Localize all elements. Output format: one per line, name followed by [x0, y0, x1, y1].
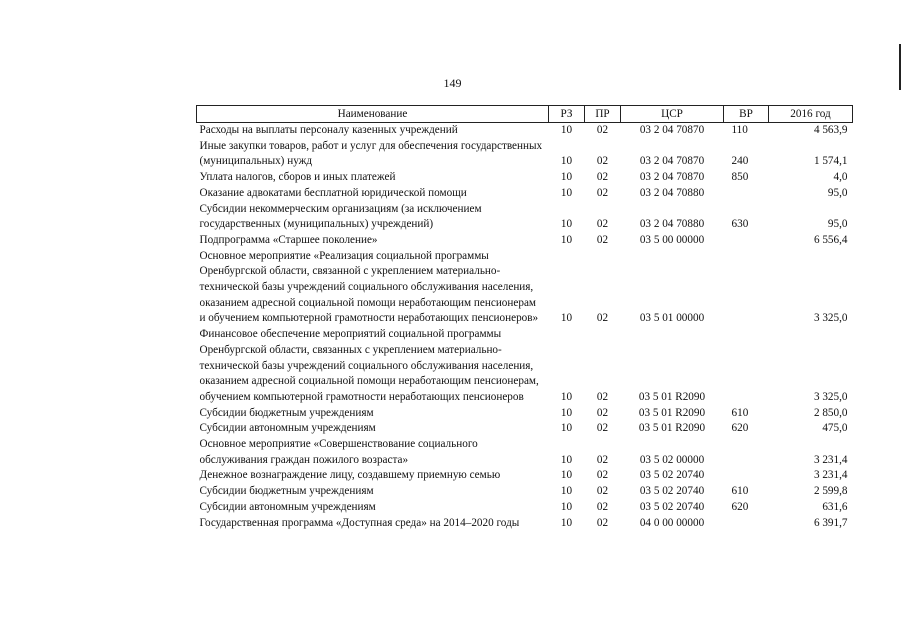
row-pr-cell: 02 [596, 516, 609, 529]
table-row [197, 249, 853, 328]
scan-edge-mark [899, 44, 901, 90]
row-vr-cell: 610 [731, 485, 749, 498]
row-csr-cell: 03 5 01 R2090 [638, 406, 706, 419]
row-pr-cell: 02 [596, 422, 609, 435]
table-row [197, 516, 853, 532]
row-rz-cell: 10 [560, 500, 573, 513]
row-name-cell: Денежное вознаграждение лицу, создавшему приемную семью [199, 469, 501, 482]
row-vr-cell: 240 [731, 155, 749, 168]
row-amount-cell: 2 599,8 [813, 485, 848, 498]
row-name-cell: Субсидии бюджетным учреждениям [199, 485, 374, 498]
row-name-cell: Субсидии автономным учреждениям [199, 422, 376, 435]
row-csr-cell: 03 5 02 20740 [639, 469, 705, 482]
budget-table [196, 105, 853, 531]
row-pr-cell: 02 [596, 171, 609, 184]
row-vr-cell: 110 [731, 124, 748, 136]
row-amount-cell: 3 231,4 [813, 453, 848, 466]
row-amount-cell: 3 231,4 [813, 469, 848, 482]
row-csr-cell: 03 2 04 70880 [639, 218, 705, 231]
row-amount-cell: 631,6 [822, 500, 848, 513]
page-number: 149 [443, 76, 462, 90]
row-vr-cell [724, 233, 769, 249]
row-vr-cell: 610 [731, 406, 749, 419]
row-name-cell: Основное мероприятие «Реализация социальной программы Оренбургской области, связанной с укреплением материально-технической базы учреждений социального обслуживания населения, оказанием адресной социальной помощи неработающим пенсионерам и обучением компьютерной грамотности неработающих пенсионеров» [199, 249, 539, 325]
row-csr-cell: 04 0 00 00000 [639, 516, 705, 529]
row-csr-cell: 03 5 02 20740 [639, 485, 705, 498]
row-rz-cell: 10 [560, 312, 573, 325]
row-rz-cell: 10 [560, 516, 573, 529]
row-csr-cell: 03 2 04 70870 [639, 171, 705, 184]
row-name-cell: Оказание адвокатами бесплатной юридической помощи [199, 186, 467, 199]
row-rz-cell: 10 [560, 233, 573, 246]
row-name-cell: Основное мероприятие «Совершенствование социального обслуживания граждан пожилого возраста» [199, 438, 478, 466]
row-amount-cell: 3 325,0 [813, 312, 848, 325]
row-name-cell: Субсидии автономным учреждениям [199, 500, 376, 513]
row-pr-cell: 02 [596, 186, 609, 199]
row-pr-cell: 02 [596, 485, 609, 498]
table-row [197, 468, 853, 484]
row-name-cell: Расходы на выплаты персоналу казенных учреждений [199, 124, 458, 136]
row-csr-cell: 03 5 02 20740 [639, 500, 705, 513]
header-name: Наименование [197, 106, 549, 123]
row-pr-cell: 02 [596, 233, 609, 246]
row-pr-cell: 02 [596, 469, 609, 482]
row-pr-cell: 02 [596, 218, 609, 231]
row-csr-cell: 03 2 04 70870 [639, 155, 705, 168]
table-row [197, 170, 853, 186]
row-pr-cell: 02 [596, 390, 609, 403]
row-csr-cell: 03 5 00 00000 [639, 233, 705, 246]
row-vr-cell [724, 327, 769, 406]
row-amount-cell: 2 850,0 [813, 406, 848, 419]
row-name-cell: Подпрограмма «Старшее поколение» [199, 233, 378, 246]
table-row [197, 406, 853, 422]
row-name-cell: Иные закупки товаров, работ и услуг для обеспечения государственных (муниципальных) нужд [199, 139, 543, 168]
row-rz-cell: 10 [560, 390, 573, 403]
header-rz: РЗ [549, 106, 585, 123]
row-amount-cell: 3 325,0 [813, 390, 848, 403]
table-row [197, 233, 853, 249]
row-pr-cell: 02 [596, 124, 609, 136]
row-name-cell: Государственная программа «Доступная среда» на 2014–2020 годы [199, 516, 520, 529]
row-csr-cell: 03 5 01 R2090 [638, 422, 706, 435]
row-csr-cell: 03 2 04 70870 [639, 124, 705, 136]
row-csr-cell: 03 5 01 00000 [639, 312, 705, 325]
row-vr-cell [724, 249, 769, 328]
table-row [197, 186, 853, 202]
row-vr-cell [724, 516, 769, 532]
row-csr-cell: 03 2 04 70880 [639, 186, 705, 199]
row-csr-cell: 03 5 02 00000 [639, 453, 705, 466]
table-body [197, 123, 853, 532]
row-amount-cell: 1 574,1 [813, 155, 848, 168]
table-row [197, 500, 853, 516]
row-rz-cell: 10 [560, 422, 573, 435]
table-header-row [197, 106, 853, 123]
row-name-cell: Уплата налогов, сборов и иных платежей [199, 171, 396, 184]
table-row [197, 202, 853, 233]
row-rz-cell: 10 [560, 186, 573, 199]
row-vr-cell: 850 [731, 171, 749, 184]
row-vr-cell: 620 [731, 500, 749, 513]
row-csr-cell: 03 5 01 R2090 [638, 390, 706, 403]
header-amount: 2016 год [769, 106, 853, 123]
row-vr-cell [724, 468, 769, 484]
row-name-cell: Финансовое обеспечение мероприятий социальной программы Оренбургской области, связанных с укреплением материально-технической базы учреждений социального обслуживания населения, оказанием адресной социальной помощи неработающим пенсионерам, обучением компьютерной грамотности неработающих пенсионеров [199, 328, 539, 403]
row-rz-cell: 10 [560, 124, 573, 136]
table-row [197, 484, 853, 500]
row-name-cell: Субсидии некоммерческим организациям (за исключением государственных (муниципальных) учреждений) [199, 202, 482, 231]
row-pr-cell: 02 [596, 312, 609, 325]
row-pr-cell: 02 [596, 406, 609, 419]
row-amount-cell: 4,0 [833, 171, 848, 184]
row-vr-cell [724, 186, 769, 202]
table-row [197, 327, 853, 406]
row-amount-cell: 6 556,4 [813, 233, 848, 246]
row-pr-cell: 02 [596, 500, 609, 513]
row-pr-cell: 02 [596, 453, 609, 466]
row-amount-cell: 95,0 [827, 218, 848, 231]
row-vr-cell [724, 437, 769, 468]
row-rz-cell: 10 [560, 406, 573, 419]
row-pr-cell: 02 [596, 155, 609, 168]
row-amount-cell: 6 391,7 [813, 516, 848, 529]
table-row [197, 139, 853, 170]
row-rz-cell: 10 [560, 453, 573, 466]
header-vr: ВР [724, 106, 769, 123]
row-rz-cell: 10 [560, 469, 573, 482]
table-row [197, 123, 853, 139]
row-amount-cell: 475,0 [822, 422, 848, 435]
row-amount-cell: 4 563,9 [813, 124, 848, 136]
row-rz-cell: 10 [560, 218, 573, 231]
row-name-cell: Субсидии бюджетным учреждениям [199, 406, 374, 419]
row-rz-cell: 10 [560, 171, 573, 184]
table-row [197, 421, 853, 437]
row-amount-cell: 95,0 [827, 186, 848, 199]
header-pr: ПР [585, 106, 621, 123]
row-rz-cell: 10 [560, 155, 573, 168]
row-rz-cell: 10 [560, 485, 573, 498]
row-vr-cell: 630 [731, 218, 749, 231]
header-csr: ЦСР [621, 106, 724, 123]
table-row [197, 437, 853, 468]
row-vr-cell: 620 [731, 422, 749, 435]
